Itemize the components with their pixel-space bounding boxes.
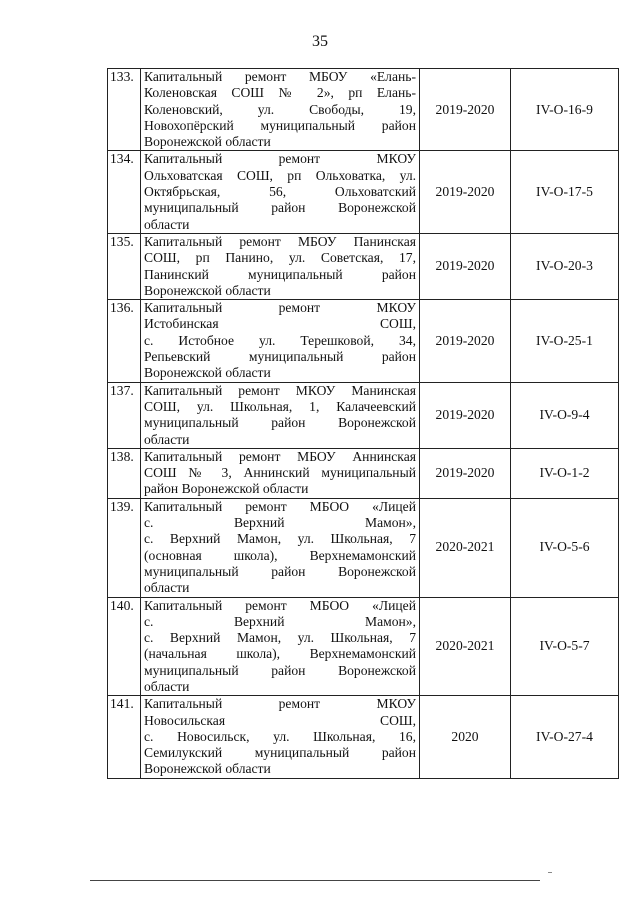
description-line: Воронежской области: [144, 365, 271, 381]
project-description: [141, 696, 420, 778]
project-code: IV-О-20-3: [511, 233, 619, 299]
description-line: Капитальный ремонт МКОУ: [144, 300, 416, 316]
repair-projects-table: [107, 68, 619, 779]
project-years: 2019-2020: [420, 151, 511, 233]
description-line: области: [144, 431, 190, 447]
description-line: Коленовский, ул. Свободы, 19,: [144, 101, 416, 117]
description-line: муниципальный район Воронежской: [144, 200, 416, 216]
row-number: 135.: [108, 233, 141, 299]
description-line: Воронежской области: [144, 761, 271, 777]
project-description: [141, 382, 420, 448]
row-number: 139.: [108, 498, 141, 597]
description-line: Панинский муниципальный район: [144, 266, 416, 282]
table-row: [108, 151, 619, 233]
project-years: 2019-2020: [420, 69, 511, 151]
project-code: IV-О-9-4: [511, 382, 619, 448]
description-line: с. Новосильск, ул. Школьная, 16,: [144, 728, 416, 744]
project-years: 2019-2020: [420, 448, 511, 498]
description-line: с. Верхний Мамон, ул. Школьная, 7: [144, 630, 416, 646]
description-line: муниципальный район Воронежской: [144, 662, 416, 678]
description-line: СОШ № 3, Аннинский муниципальный: [144, 465, 416, 481]
description-line: области: [144, 580, 190, 596]
description-line: области: [144, 216, 190, 232]
project-code: IV-О-5-7: [511, 597, 619, 696]
project-description: [141, 300, 420, 382]
row-number: 140.: [108, 597, 141, 696]
table-row: [108, 448, 619, 498]
project-code: IV-О-1-2: [511, 448, 619, 498]
description-line: области: [144, 678, 190, 694]
description-line: (основная школа), Верхнемамонский: [144, 547, 416, 563]
page-number: 35: [312, 33, 328, 50]
description-line: Коленовская СОШ № 2», рп Елань-: [144, 85, 416, 101]
project-description: [141, 69, 420, 151]
description-line: Капитальный ремонт МБОУ Панинская: [144, 233, 416, 249]
footer-mark: [548, 872, 552, 873]
project-code: IV-О-5-6: [511, 498, 619, 597]
description-line: Капитальный ремонт МКОУ: [144, 151, 416, 167]
description-line: Ольховатская СОШ, рп Ольховатка, ул.: [144, 167, 416, 183]
description-line: СОШ, ул. Школьная, 1, Калачеевский: [144, 398, 416, 414]
project-years: 2019-2020: [420, 382, 511, 448]
description-line: СОШ, рп Панино, ул. Советская, 17,: [144, 250, 416, 266]
description-line: муниципальный район Воронежской: [144, 563, 416, 579]
description-line: с. Верхний Мамон»,: [144, 613, 416, 629]
table-row: [108, 69, 619, 151]
project-years: 2019-2020: [420, 233, 511, 299]
table-row: [108, 382, 619, 448]
description-line: Капитальный ремонт МКОУ Манинская: [144, 382, 416, 398]
project-description: [141, 233, 420, 299]
description-line: Истобинская СОШ,: [144, 316, 416, 332]
row-number: 133.: [108, 69, 141, 151]
row-number: 138.: [108, 448, 141, 498]
description-line: (начальная школа), Верхнемамонский: [144, 646, 416, 662]
table-row: [108, 498, 619, 597]
footer-divider: [90, 880, 540, 881]
project-code: IV-О-27-4: [511, 696, 619, 778]
table-row: [108, 597, 619, 696]
description-line: Воронежской области: [144, 282, 271, 298]
description-line: Капитальный ремонт МБОО «Лицей: [144, 498, 416, 514]
description-line: Воронежской области: [144, 134, 271, 150]
table-body: [108, 69, 619, 779]
description-line: с. Истобное ул. Терешковой, 34,: [144, 332, 416, 348]
description-line: с. Верхний Мамон, ул. Школьная, 7: [144, 531, 416, 547]
description-line: Новосильская СОШ,: [144, 712, 416, 728]
project-years: 2019-2020: [420, 300, 511, 382]
project-description: [141, 448, 420, 498]
description-line: Капитальный ремонт МБОУ «Елань-: [144, 69, 416, 84]
project-years: 2020-2021: [420, 498, 511, 597]
row-number: 137.: [108, 382, 141, 448]
description-line: Капитальный ремонт МБОО «Лицей: [144, 597, 416, 613]
project-description: [141, 151, 420, 233]
table-row: [108, 300, 619, 382]
project-description: [141, 597, 420, 696]
project-code: IV-О-16-9: [511, 69, 619, 151]
table-row: [108, 233, 619, 299]
project-years: 2020-2021: [420, 597, 511, 696]
description-line: район Воронежской области: [144, 481, 309, 497]
description-line: Октябрьская, 56, Ольховатский: [144, 184, 416, 200]
description-line: Капитальный ремонт МБОУ Аннинская: [144, 448, 416, 464]
row-number: 134.: [108, 151, 141, 233]
description-line: Капитальный ремонт МКОУ: [144, 696, 416, 712]
project-years: 2020: [420, 696, 511, 778]
description-line: муниципальный район Воронежской: [144, 415, 416, 431]
project-code: IV-О-17-5: [511, 151, 619, 233]
description-line: с. Верхний Мамон»,: [144, 515, 416, 531]
description-line: Репьевский муниципальный район: [144, 349, 416, 365]
description-line: Семилукский муниципальный район: [144, 745, 416, 761]
row-number: 141.: [108, 696, 141, 778]
project-code: IV-О-25-1: [511, 300, 619, 382]
project-description: [141, 498, 420, 597]
table-row: [108, 696, 619, 778]
description-line: Новохопёрский муниципальный район: [144, 117, 416, 133]
row-number: 136.: [108, 300, 141, 382]
